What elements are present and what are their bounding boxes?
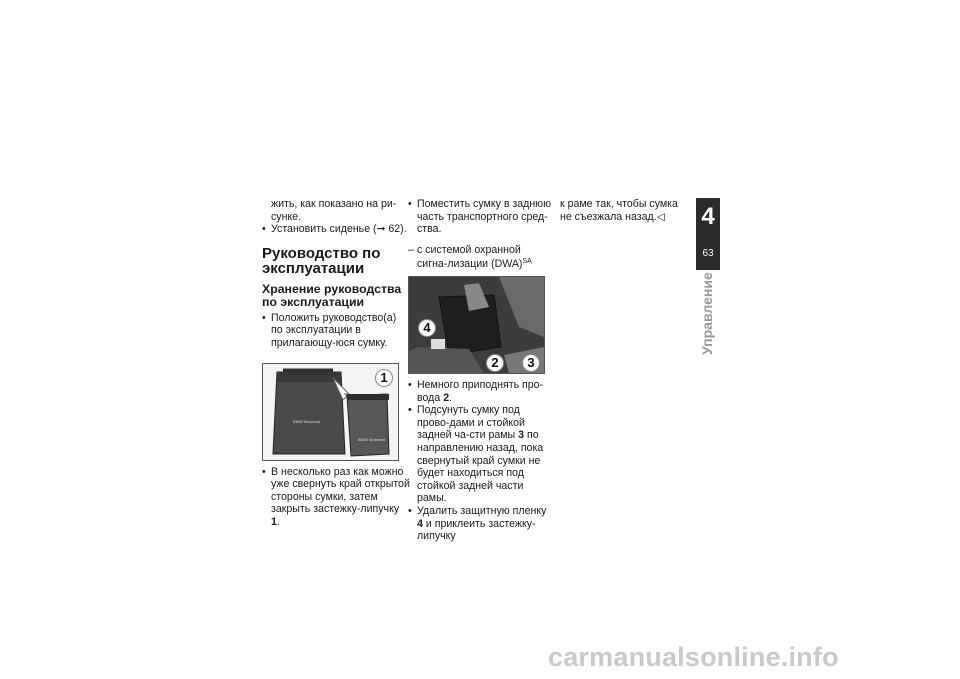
protective-film (431, 339, 445, 349)
page-number: 63 (702, 248, 714, 259)
ref-3: 3 (518, 429, 525, 442)
watermark-text: carmanualsonline.info (548, 642, 839, 672)
callout-4: 4 (418, 319, 436, 337)
bullet-place-bag: • Поместить сумку в заднюю часть транспортного сред-ства. (408, 198, 553, 236)
bullet-fold-edge: • В несколько раз как можно уже свернуть край открытой стороны сумки, затем закрыть застежку-липучку 1. (262, 466, 410, 529)
ref-1: 1 (271, 515, 277, 528)
column-left (262, 198, 410, 529)
column-middle (408, 198, 553, 543)
chapter-tab (696, 198, 720, 270)
callout-2: 2 (486, 354, 504, 372)
bag-folded (347, 394, 389, 456)
dash-dwa: – с системой охранной сигна-лизации (DWA)$^{SA}$ (408, 244, 553, 271)
ref-4: 4 (417, 517, 423, 530)
continued-text: жить, как показано на ри-сунке. (271, 198, 397, 223)
bag-logo-text-a: BMW Motorrad (293, 418, 320, 424)
bullet-remove-film: • Удалить защитную пленку 4 и приклеить застежку-липучку (408, 505, 553, 543)
bullet-lift-wires: • Немного приподнять про-вода 2. (408, 379, 553, 404)
bag-logo-text-b: BMW Motorrad (358, 436, 385, 442)
bullet-slide-bag: • Подсунуть сумку под прово-дами и стойкой задней ча-сти рамы 3 по направлению назад, пока свернутый край сумки не будет находиться под стойкой задней части рамы. (408, 404, 553, 505)
ref-2: 2 (443, 391, 450, 404)
callout-3: 3 (522, 354, 540, 372)
subsection-heading: Хранение руководства по эксплуатации (262, 281, 402, 310)
callout-1: 1 (375, 369, 393, 387)
bullet-install-seat: • Установить сиденье (➞ 62). (262, 223, 410, 236)
figure-rear-frame (408, 276, 545, 374)
column-right (560, 198, 680, 223)
chapter-number: 4 (701, 203, 715, 230)
continued-text-end: к раме так, чтобы сумка не съезжала назад.◁ (560, 198, 678, 223)
section-heading: Руководство по эксплуатации (262, 244, 381, 278)
chapter-side-label: Управление (699, 272, 715, 355)
bag-open (273, 372, 345, 454)
bullet-put-manual: • Положить руководство(а) по эксплуатации в прилагающу-юся сумку. (262, 312, 410, 350)
sa-superscript: SA (522, 258, 532, 266)
figure-manual-bag (262, 363, 399, 461)
